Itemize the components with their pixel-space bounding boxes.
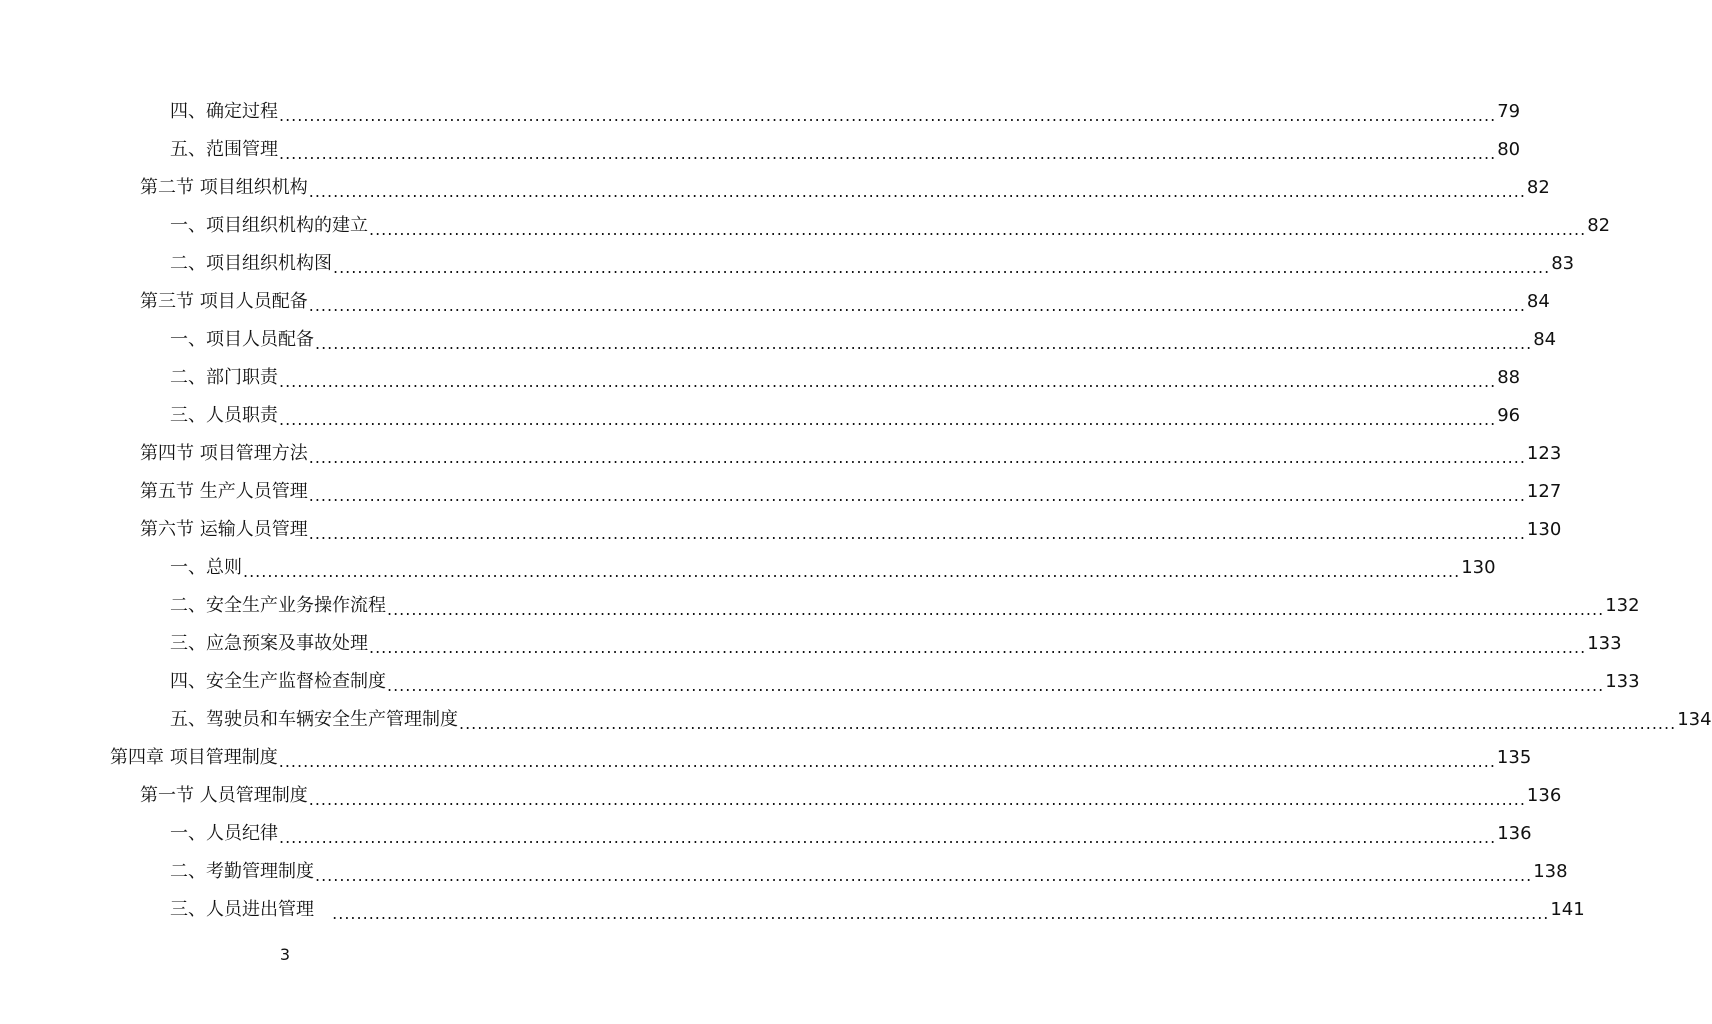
toc-dot-leader: ........................................................................................................................................................................................................ <box>308 524 1526 543</box>
toc-entry[interactable] <box>0 625 1622 663</box>
toc-entry-page: 84 <box>1533 329 1557 350</box>
toc-entry-title: 二、安全生产业务操作流程 <box>170 595 386 616</box>
toc-dot-leader: ........................................................................................................................................................................................................ <box>308 486 1526 505</box>
toc-dot-leader: ........................................................................................................................................................................................................ <box>279 410 1497 429</box>
toc-entry-page: 127 <box>1526 481 1562 502</box>
toc-entry[interactable] <box>0 93 1521 131</box>
toc-entry-title: 三、应急预案及事故处理 <box>170 633 368 654</box>
toc-dot-leader: ........................................................................................................................................................................................................ <box>279 144 1497 163</box>
toc-entry[interactable] <box>0 207 1611 245</box>
toc-entry[interactable] <box>0 359 1521 397</box>
toc-entry-title: 四、安全生产监督检查制度 <box>170 671 386 692</box>
toc-entry-page: 141 <box>1550 899 1585 920</box>
toc-entry[interactable] <box>0 397 1521 435</box>
toc-entry-title: 三、人员进出管理 <box>170 899 332 920</box>
toc-entry-title: 第四章 项目管理制度 <box>110 747 278 768</box>
toc-dot-leader: ........................................................................................................................................................................................................ <box>279 372 1497 391</box>
toc-entry[interactable] <box>0 511 1562 549</box>
toc-entry[interactable] <box>0 587 1640 625</box>
page-number: 3 <box>279 945 291 964</box>
toc-entry-title: 第一节 人员管理制度 <box>140 785 308 806</box>
toc-entry-title: 三、人员职责 <box>170 405 278 426</box>
toc-dot-leader: ........................................................................................................................................................................................................ <box>279 106 1497 125</box>
toc-entry[interactable] <box>0 891 1585 929</box>
table-of-contents <box>0 93 1712 929</box>
toc-entry-page: 138 <box>1533 861 1568 882</box>
toc-entry-title: 四、确定过程 <box>170 101 278 122</box>
toc-entry-title: 一、项目人员配备 <box>170 329 314 350</box>
toc-entry-title: 第五节 生产人员管理 <box>140 481 308 502</box>
toc-entry-title: 五、范围管理 <box>170 139 278 160</box>
toc-dot-leader: ........................................................................................................................................................................................................ <box>278 752 1496 771</box>
toc-entry[interactable] <box>0 283 1550 321</box>
toc-entry-page: 130 <box>1526 519 1562 540</box>
toc-dot-leader: ........................................................................................................................................................................................................ <box>308 448 1526 467</box>
toc-entry-title: 一、人员纪律 <box>170 823 278 844</box>
toc-entry[interactable] <box>0 321 1557 359</box>
toc-dot-leader: ........................................................................................................................................................................................................ <box>333 258 1551 277</box>
toc-entry[interactable] <box>0 169 1550 207</box>
toc-entry[interactable] <box>0 701 1712 739</box>
toc-entry[interactable] <box>0 245 1575 283</box>
toc-dot-leader: ........................................................................................................................................................................................................ <box>308 296 1526 315</box>
toc-dot-leader: ........................................................................................................................................................................................................ <box>308 790 1526 809</box>
toc-entry-title: 第四节 项目管理方法 <box>140 443 308 464</box>
toc-entry-title: 第三节 项目人员配备 <box>140 291 308 312</box>
toc-entry-page: 83 <box>1551 253 1575 274</box>
toc-entry-page: 96 <box>1497 405 1521 426</box>
toc-entry-title: 五、驾驶员和车辆安全生产管理制度 <box>170 709 458 730</box>
toc-entry[interactable] <box>0 663 1640 701</box>
toc-entry-page: 136 <box>1526 785 1562 806</box>
toc-dot-leader: ........................................................................................................................................................................................................ <box>332 904 1550 923</box>
toc-entry-title: 一、总则 <box>170 557 242 578</box>
toc-dot-leader: ........................................................................................................................................................................................................ <box>315 334 1533 353</box>
toc-entry-title: 第六节 运输人员管理 <box>140 519 308 540</box>
toc-entry-page: 79 <box>1497 101 1521 122</box>
toc-dot-leader: ........................................................................................................................................................................................................ <box>369 638 1587 657</box>
toc-entry-page: 136 <box>1497 823 1532 844</box>
toc-entry-page: 82 <box>1526 177 1550 198</box>
toc-dot-leader: ........................................................................................................................................................................................................ <box>369 220 1587 239</box>
toc-entry-page: 82 <box>1587 215 1611 236</box>
toc-entry[interactable] <box>0 853 1568 891</box>
toc-dot-leader: ........................................................................................................................................................................................................ <box>279 828 1497 847</box>
toc-dot-leader: ........................................................................................................................................................................................................ <box>387 676 1605 695</box>
toc-entry[interactable] <box>0 777 1562 815</box>
toc-entry-page: 134 <box>1677 709 1712 730</box>
toc-entry-page: 80 <box>1497 139 1521 160</box>
toc-entry-page: 133 <box>1605 671 1640 692</box>
toc-entry-page: 132 <box>1605 595 1640 616</box>
toc-dot-leader: ........................................................................................................................................................................................................ <box>315 866 1533 885</box>
toc-entry[interactable] <box>0 131 1521 169</box>
toc-dot-leader: ........................................................................................................................................................................................................ <box>308 182 1526 201</box>
toc-entry-page: 123 <box>1526 443 1562 464</box>
toc-entry-title: 二、部门职责 <box>170 367 278 388</box>
toc-entry-title: 第二节 项目组织机构 <box>140 177 308 198</box>
toc-entry-page: 130 <box>1461 557 1496 578</box>
toc-entry[interactable] <box>0 435 1562 473</box>
toc-entry[interactable] <box>0 815 1532 853</box>
toc-entry[interactable] <box>0 549 1496 587</box>
toc-entry-page: 88 <box>1497 367 1521 388</box>
toc-entry-page: 135 <box>1496 747 1532 768</box>
toc-entry-page: 133 <box>1587 633 1622 654</box>
toc-dot-leader: ........................................................................................................................................................................................................ <box>459 714 1677 733</box>
toc-entry[interactable] <box>0 739 1532 777</box>
toc-entry-title: 二、项目组织机构图 <box>170 253 332 274</box>
toc-dot-leader: ........................................................................................................................................................................................................ <box>387 600 1605 619</box>
toc-dot-leader: ........................................................................................................................................................................................................ <box>243 562 1461 581</box>
toc-entry[interactable] <box>0 473 1562 511</box>
toc-entry-title: 二、考勤管理制度 <box>170 861 314 882</box>
toc-entry-page: 84 <box>1526 291 1550 312</box>
toc-entry-title: 一、项目组织机构的建立 <box>170 215 368 236</box>
